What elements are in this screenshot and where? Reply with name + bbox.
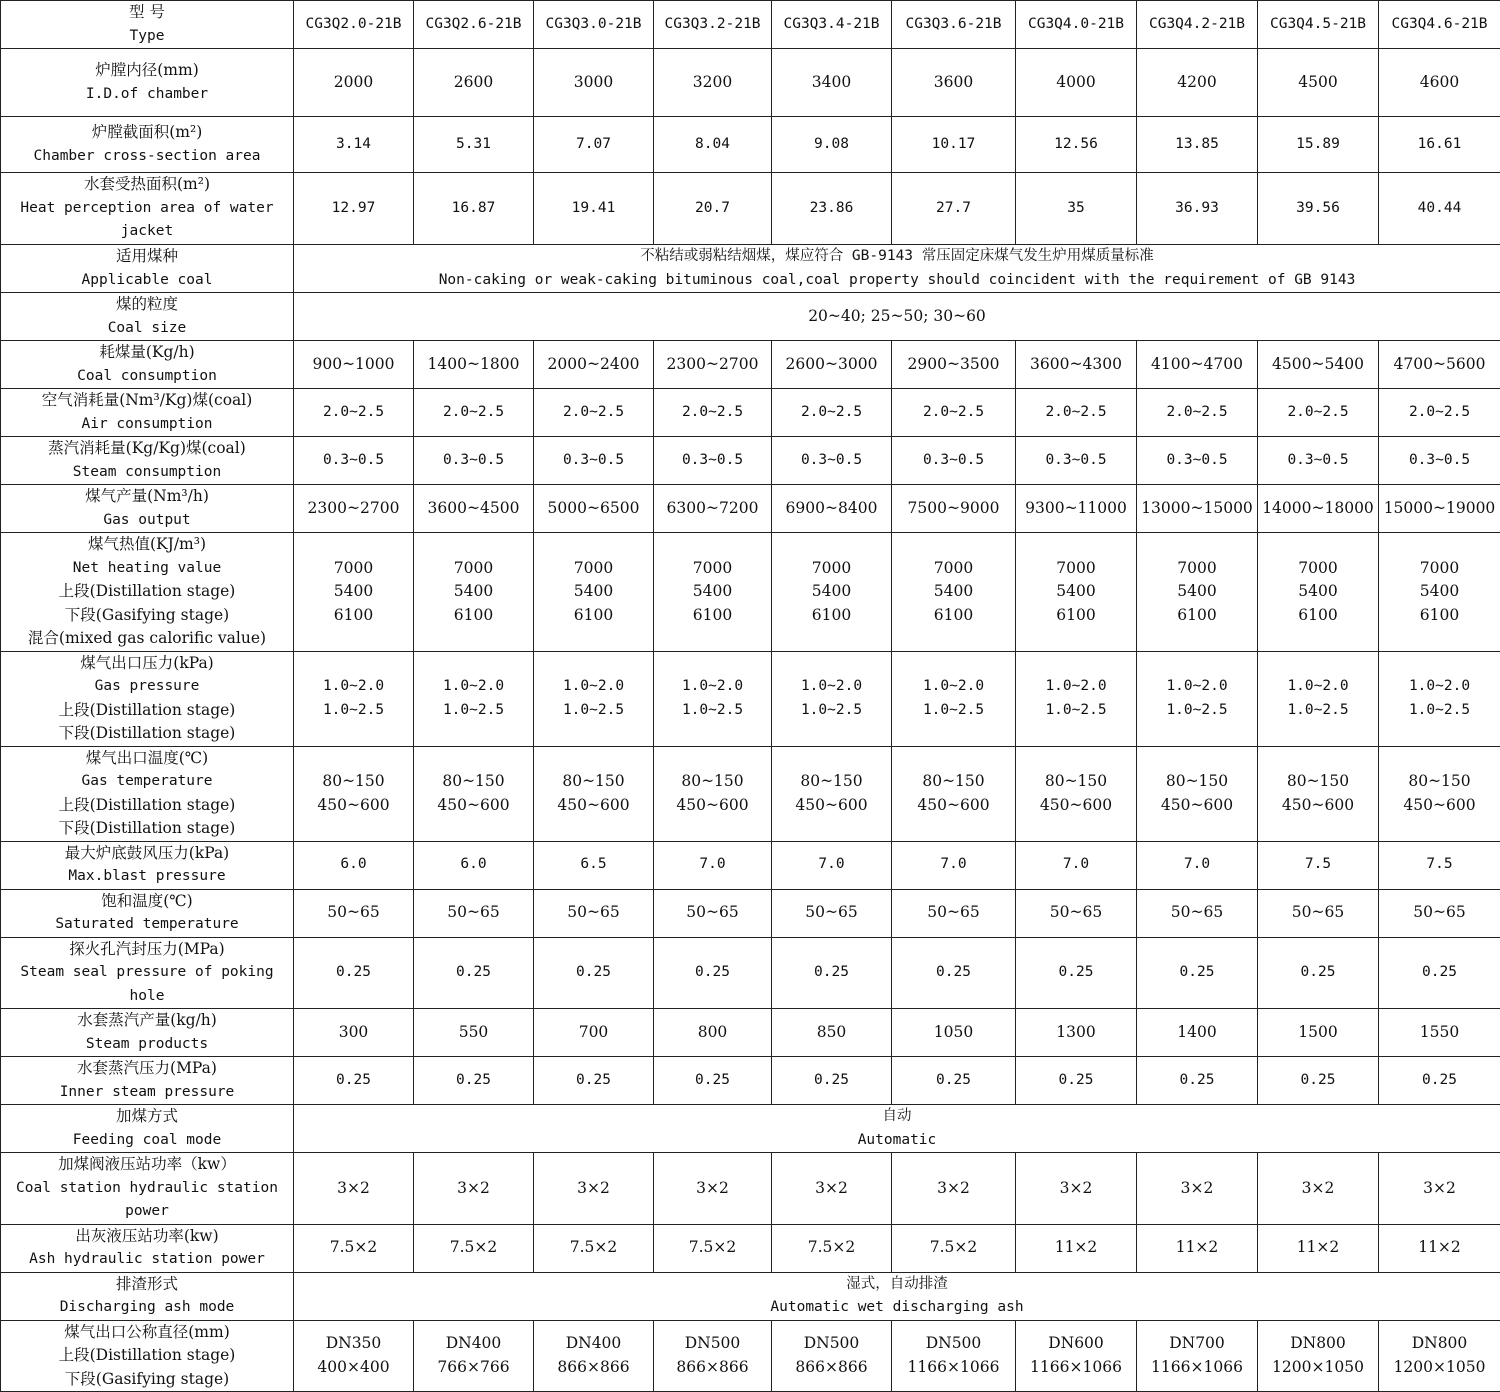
value-cell: 0.25: [294, 1057, 414, 1105]
table-row: [1, 485, 1500, 533]
value-cell: DN500 1166×1066: [892, 1320, 1016, 1392]
value-cell: 50~65: [654, 889, 772, 937]
value-cell: 0.25: [892, 937, 1016, 1009]
table-row: [1, 889, 1500, 937]
value-cell: 0.25: [1016, 937, 1137, 1009]
value-cell: 7.0: [772, 841, 892, 889]
value-cell: 11×2: [1016, 1224, 1137, 1272]
value-cell: 10.17: [892, 117, 1016, 173]
value-cell: 800: [654, 1009, 772, 1057]
row-label: 饱和温度(℃) Saturated temperature: [1, 889, 294, 937]
value-cell: 3×2: [1016, 1153, 1137, 1225]
value-cell: 13000~15000: [1137, 485, 1258, 533]
value-cell: 80~150 450~600: [294, 746, 414, 841]
value-cell: DN500 866×866: [772, 1320, 892, 1392]
value-cell: 13.85: [1137, 117, 1258, 173]
table-row: [1, 841, 1500, 889]
value-cell: 14000~18000: [1258, 485, 1379, 533]
value-cell: 0.25: [1258, 937, 1379, 1009]
table-row: [1, 437, 1500, 485]
value-cell: 2.0~2.5: [1016, 389, 1137, 437]
value-cell: 7000 5400 6100: [1258, 533, 1379, 652]
value-cell: 11×2: [1137, 1224, 1258, 1272]
column-header: CG3Q3.4-21B: [772, 1, 892, 49]
row-label: 排渣形式 Discharging ash mode: [1, 1272, 294, 1320]
value-cell: 0.25: [534, 937, 654, 1009]
value-cell: 0.25: [772, 937, 892, 1009]
value-cell: 3×2: [294, 1153, 414, 1225]
value-cell: 2.0~2.5: [414, 389, 534, 437]
value-cell: 4500: [1258, 49, 1379, 117]
value-cell: 6900~8400: [772, 485, 892, 533]
value-cell: 27.7: [892, 173, 1016, 245]
value-cell: 0.25: [1016, 1057, 1137, 1105]
value-cell: 0.3~0.5: [534, 437, 654, 485]
value-cell: 3600~4500: [414, 485, 534, 533]
table-row: [1, 651, 1500, 746]
value-cell: 7.5×2: [892, 1224, 1016, 1272]
row-label: 水套蒸汽产量(kg/h) Steam products: [1, 1009, 294, 1057]
column-header: CG3Q3.6-21B: [892, 1, 1016, 49]
value-cell: 1.0~2.0 1.0~2.5: [414, 651, 534, 746]
row-label: 蒸汽消耗量(Kg/Kg)煤(coal) Steam consumption: [1, 437, 294, 485]
value-cell: 7000 5400 6100: [1379, 533, 1500, 652]
value-cell: 16.87: [414, 173, 534, 245]
column-header: CG3Q4.2-21B: [1137, 1, 1258, 49]
value-cell: 3×2: [1258, 1153, 1379, 1225]
spanning-value-cell: 不粘结或弱粘结烟煤，煤应符合 GB-9143 常压固定床煤气发生炉用煤质量标准 Non-caking or weak-caking bituminous coal,coal property should coincident with the requirement of GB 9143: [294, 245, 1500, 293]
value-cell: 7.0: [1137, 841, 1258, 889]
value-cell: 2600: [414, 49, 534, 117]
value-cell: 900~1000: [294, 341, 414, 389]
header-row: [1, 1, 1500, 49]
row-label: 炉膛内径(mm) I.D.of chamber: [1, 49, 294, 117]
table-row: [1, 1009, 1500, 1057]
value-cell: 0.25: [414, 1057, 534, 1105]
value-cell: 80~150 450~600: [892, 746, 1016, 841]
value-cell: 3400: [772, 49, 892, 117]
row-label: 探火孔汽封压力(MPa) Steam seal pressure of poking hole: [1, 937, 294, 1009]
row-label: 煤气热值(KJ/m³) Net heating value 上段(Distillation stage) 下段(Gasifying stage) 混合(mixed gas calorific value): [1, 533, 294, 652]
value-cell: 1.0~2.0 1.0~2.5: [534, 651, 654, 746]
value-cell: 80~150 450~600: [414, 746, 534, 841]
value-cell: 0.25: [772, 1057, 892, 1105]
value-cell: 7.5×2: [414, 1224, 534, 1272]
value-cell: 3×2: [654, 1153, 772, 1225]
value-cell: 80~150 450~600: [1258, 746, 1379, 841]
value-cell: 50~65: [294, 889, 414, 937]
value-cell: 700: [534, 1009, 654, 1057]
value-cell: 7.5: [1258, 841, 1379, 889]
value-cell: 300: [294, 1009, 414, 1057]
table-row: [1, 1320, 1500, 1392]
value-cell: 2.0~2.5: [1258, 389, 1379, 437]
value-cell: 9.08: [772, 117, 892, 173]
value-cell: 50~65: [772, 889, 892, 937]
value-cell: 50~65: [534, 889, 654, 937]
value-cell: 7.07: [534, 117, 654, 173]
value-cell: 80~150 450~600: [772, 746, 892, 841]
value-cell: 80~150 450~600: [1379, 746, 1500, 841]
value-cell: 7000 5400 6100: [1016, 533, 1137, 652]
value-cell: 2600~3000: [772, 341, 892, 389]
value-cell: 1300: [1016, 1009, 1137, 1057]
value-cell: 0.25: [1379, 1057, 1500, 1105]
value-cell: 0.25: [1258, 1057, 1379, 1105]
value-cell: 7000 5400 6100: [294, 533, 414, 652]
table-row: [1, 49, 1500, 117]
row-label: 型 号 Type: [1, 1, 294, 49]
value-cell: 9300~11000: [1016, 485, 1137, 533]
value-cell: 7500~9000: [892, 485, 1016, 533]
value-cell: 50~65: [1137, 889, 1258, 937]
value-cell: 1500: [1258, 1009, 1379, 1057]
row-label: 耗煤量(Kg/h) Coal consumption: [1, 341, 294, 389]
value-cell: DN800 1200×1050: [1379, 1320, 1500, 1392]
value-cell: 3×2: [534, 1153, 654, 1225]
column-header: CG3Q4.0-21B: [1016, 1, 1137, 49]
value-cell: 2.0~2.5: [1379, 389, 1500, 437]
value-cell: 0.3~0.5: [654, 437, 772, 485]
value-cell: 1550: [1379, 1009, 1500, 1057]
value-cell: 3000: [534, 49, 654, 117]
value-cell: 50~65: [1379, 889, 1500, 937]
value-cell: 15.89: [1258, 117, 1379, 173]
value-cell: 16.61: [1379, 117, 1500, 173]
row-label: 煤气出口温度(℃) Gas temperature 上段(Distillation stage) 下段(Distillation stage): [1, 746, 294, 841]
value-cell: 2000~2400: [534, 341, 654, 389]
value-cell: 2900~3500: [892, 341, 1016, 389]
value-cell: 0.25: [892, 1057, 1016, 1105]
value-cell: 3600: [892, 49, 1016, 117]
table-row: [1, 533, 1500, 652]
value-cell: 0.3~0.5: [414, 437, 534, 485]
value-cell: 80~150 450~600: [1016, 746, 1137, 841]
value-cell: 3×2: [1137, 1153, 1258, 1225]
value-cell: 7000 5400 6100: [414, 533, 534, 652]
value-cell: 7000 5400 6100: [892, 533, 1016, 652]
table-row: [1, 1105, 1500, 1153]
value-cell: 80~150 450~600: [1137, 746, 1258, 841]
value-cell: DN400 866×866: [534, 1320, 654, 1392]
value-cell: 36.93: [1137, 173, 1258, 245]
value-cell: 0.3~0.5: [1258, 437, 1379, 485]
row-label: 煤气产量(Nm³/h) Gas output: [1, 485, 294, 533]
value-cell: 50~65: [1258, 889, 1379, 937]
value-cell: 0.25: [654, 937, 772, 1009]
value-cell: 2300~2700: [654, 341, 772, 389]
table-row: [1, 1224, 1500, 1272]
value-cell: 7.0: [892, 841, 1016, 889]
value-cell: 2300~2700: [294, 485, 414, 533]
value-cell: 8.04: [654, 117, 772, 173]
spanning-value-cell: 20~40; 25~50; 30~60: [294, 293, 1500, 341]
row-label: 空气消耗量(Nm³/Kg)煤(coal) Air consumption: [1, 389, 294, 437]
value-cell: 1.0~2.0 1.0~2.5: [772, 651, 892, 746]
row-label: 水套受热面积(m²) Heat perception area of water jacket: [1, 173, 294, 245]
value-cell: 7.5×2: [772, 1224, 892, 1272]
value-cell: 50~65: [892, 889, 1016, 937]
value-cell: 15000~19000: [1379, 485, 1500, 533]
column-header: CG3Q3.2-21B: [654, 1, 772, 49]
value-cell: 4500~5400: [1258, 341, 1379, 389]
column-header: CG3Q3.0-21B: [534, 1, 654, 49]
value-cell: 7000 5400 6100: [654, 533, 772, 652]
value-cell: 3200: [654, 49, 772, 117]
value-cell: 1.0~2.0 1.0~2.5: [1137, 651, 1258, 746]
value-cell: 7.5: [1379, 841, 1500, 889]
row-label: 煤的粒度 Coal size: [1, 293, 294, 341]
column-header: CG3Q2.6-21B: [414, 1, 534, 49]
value-cell: 3600~4300: [1016, 341, 1137, 389]
value-cell: 0.3~0.5: [772, 437, 892, 485]
value-cell: 3×2: [892, 1153, 1016, 1225]
value-cell: 0.3~0.5: [1016, 437, 1137, 485]
table-row: [1, 1057, 1500, 1105]
row-label: 煤气出口公称直径(mm) 上段(Distillation stage) 下段(Gasifying stage): [1, 1320, 294, 1392]
value-cell: 1.0~2.0 1.0~2.5: [294, 651, 414, 746]
value-cell: DN350 400×400: [294, 1320, 414, 1392]
table-row: [1, 117, 1500, 173]
row-label: 出灰液压站功率(kw) Ash hydraulic station power: [1, 1224, 294, 1272]
table-row: [1, 746, 1500, 841]
value-cell: 7.5×2: [294, 1224, 414, 1272]
value-cell: 4600: [1379, 49, 1500, 117]
value-cell: 20.7: [654, 173, 772, 245]
value-cell: 6.5: [534, 841, 654, 889]
column-header: CG3Q2.0-21B: [294, 1, 414, 49]
value-cell: 2.0~2.5: [654, 389, 772, 437]
value-cell: 80~150 450~600: [534, 746, 654, 841]
value-cell: 4100~4700: [1137, 341, 1258, 389]
row-label: 加煤方式 Feeding coal mode: [1, 1105, 294, 1153]
row-label: 水套蒸汽压力(MPa) Inner steam pressure: [1, 1057, 294, 1105]
value-cell: 550: [414, 1009, 534, 1057]
value-cell: 39.56: [1258, 173, 1379, 245]
value-cell: 1400~1800: [414, 341, 534, 389]
value-cell: 3×2: [1379, 1153, 1500, 1225]
value-cell: 11×2: [1379, 1224, 1500, 1272]
value-cell: 1.0~2.0 1.0~2.5: [1258, 651, 1379, 746]
value-cell: 1.0~2.0 1.0~2.5: [1379, 651, 1500, 746]
value-cell: 80~150 450~600: [654, 746, 772, 841]
value-cell: 0.3~0.5: [1137, 437, 1258, 485]
value-cell: 0.3~0.5: [1379, 437, 1500, 485]
value-cell: 4000: [1016, 49, 1137, 117]
table-row: [1, 937, 1500, 1009]
value-cell: 3×2: [414, 1153, 534, 1225]
value-cell: 7.0: [654, 841, 772, 889]
value-cell: 2.0~2.5: [294, 389, 414, 437]
row-label: 炉膛截面积(m²) Chamber cross-section area: [1, 117, 294, 173]
value-cell: 0.25: [294, 937, 414, 1009]
value-cell: 11×2: [1258, 1224, 1379, 1272]
value-cell: 6300~7200: [654, 485, 772, 533]
value-cell: 0.25: [414, 937, 534, 1009]
value-cell: 3×2: [772, 1153, 892, 1225]
column-header: CG3Q4.6-21B: [1379, 1, 1500, 49]
value-cell: 7000 5400 6100: [772, 533, 892, 652]
value-cell: 0.3~0.5: [294, 437, 414, 485]
value-cell: DN500 866×866: [654, 1320, 772, 1392]
value-cell: 0.25: [1137, 1057, 1258, 1105]
value-cell: 7000 5400 6100: [1137, 533, 1258, 652]
value-cell: 0.25: [1137, 937, 1258, 1009]
value-cell: 2.0~2.5: [892, 389, 1016, 437]
value-cell: 850: [772, 1009, 892, 1057]
value-cell: DN600 1166×1066: [1016, 1320, 1137, 1392]
value-cell: 4700~5600: [1379, 341, 1500, 389]
value-cell: 7.0: [1016, 841, 1137, 889]
row-label: 最大炉底鼓风压力(kPa) Max.blast pressure: [1, 841, 294, 889]
value-cell: 12.56: [1016, 117, 1137, 173]
table-row: [1, 173, 1500, 245]
value-cell: 4200: [1137, 49, 1258, 117]
value-cell: 7.5×2: [534, 1224, 654, 1272]
value-cell: 1400: [1137, 1009, 1258, 1057]
row-label: 加煤阀液压站功率（kw） Coal station hydraulic station power: [1, 1153, 294, 1225]
table-row: [1, 1272, 1500, 1320]
table-row: [1, 1153, 1500, 1225]
value-cell: 1.0~2.0 1.0~2.5: [1016, 651, 1137, 746]
value-cell: 1050: [892, 1009, 1016, 1057]
value-cell: 7.5×2: [654, 1224, 772, 1272]
row-label: 适用煤种 Applicable coal: [1, 245, 294, 293]
spanning-value-cell: 湿式，自动排渣 Automatic wet discharging ash: [294, 1272, 1500, 1320]
value-cell: 12.97: [294, 173, 414, 245]
value-cell: DN700 1166×1066: [1137, 1320, 1258, 1392]
value-cell: 3.14: [294, 117, 414, 173]
row-label: 煤气出口压力(kPa) Gas pressure 上段(Distillation stage) 下段(Distillation stage): [1, 651, 294, 746]
value-cell: DN800 1200×1050: [1258, 1320, 1379, 1392]
value-cell: 19.41: [534, 173, 654, 245]
table-row: [1, 245, 1500, 293]
value-cell: 7000 5400 6100: [534, 533, 654, 652]
value-cell: 5000~6500: [534, 485, 654, 533]
value-cell: 0.3~0.5: [892, 437, 1016, 485]
spanning-value-cell: 自动 Automatic: [294, 1105, 1500, 1153]
value-cell: 0.25: [534, 1057, 654, 1105]
value-cell: 6.0: [294, 841, 414, 889]
value-cell: 0.25: [1379, 937, 1500, 1009]
value-cell: 2.0~2.5: [772, 389, 892, 437]
table-row: [1, 341, 1500, 389]
value-cell: 1.0~2.0 1.0~2.5: [654, 651, 772, 746]
value-cell: 5.31: [414, 117, 534, 173]
value-cell: 35: [1016, 173, 1137, 245]
value-cell: 0.25: [654, 1057, 772, 1105]
table-row: [1, 293, 1500, 341]
value-cell: 2.0~2.5: [1137, 389, 1258, 437]
value-cell: DN400 766×766: [414, 1320, 534, 1392]
value-cell: 2.0~2.5: [534, 389, 654, 437]
value-cell: 1.0~2.0 1.0~2.5: [892, 651, 1016, 746]
column-header: CG3Q4.5-21B: [1258, 1, 1379, 49]
value-cell: 2000: [294, 49, 414, 117]
value-cell: 23.86: [772, 173, 892, 245]
value-cell: 40.44: [1379, 173, 1500, 245]
table-row: [1, 389, 1500, 437]
value-cell: 6.0: [414, 841, 534, 889]
value-cell: 50~65: [414, 889, 534, 937]
value-cell: 50~65: [1016, 889, 1137, 937]
